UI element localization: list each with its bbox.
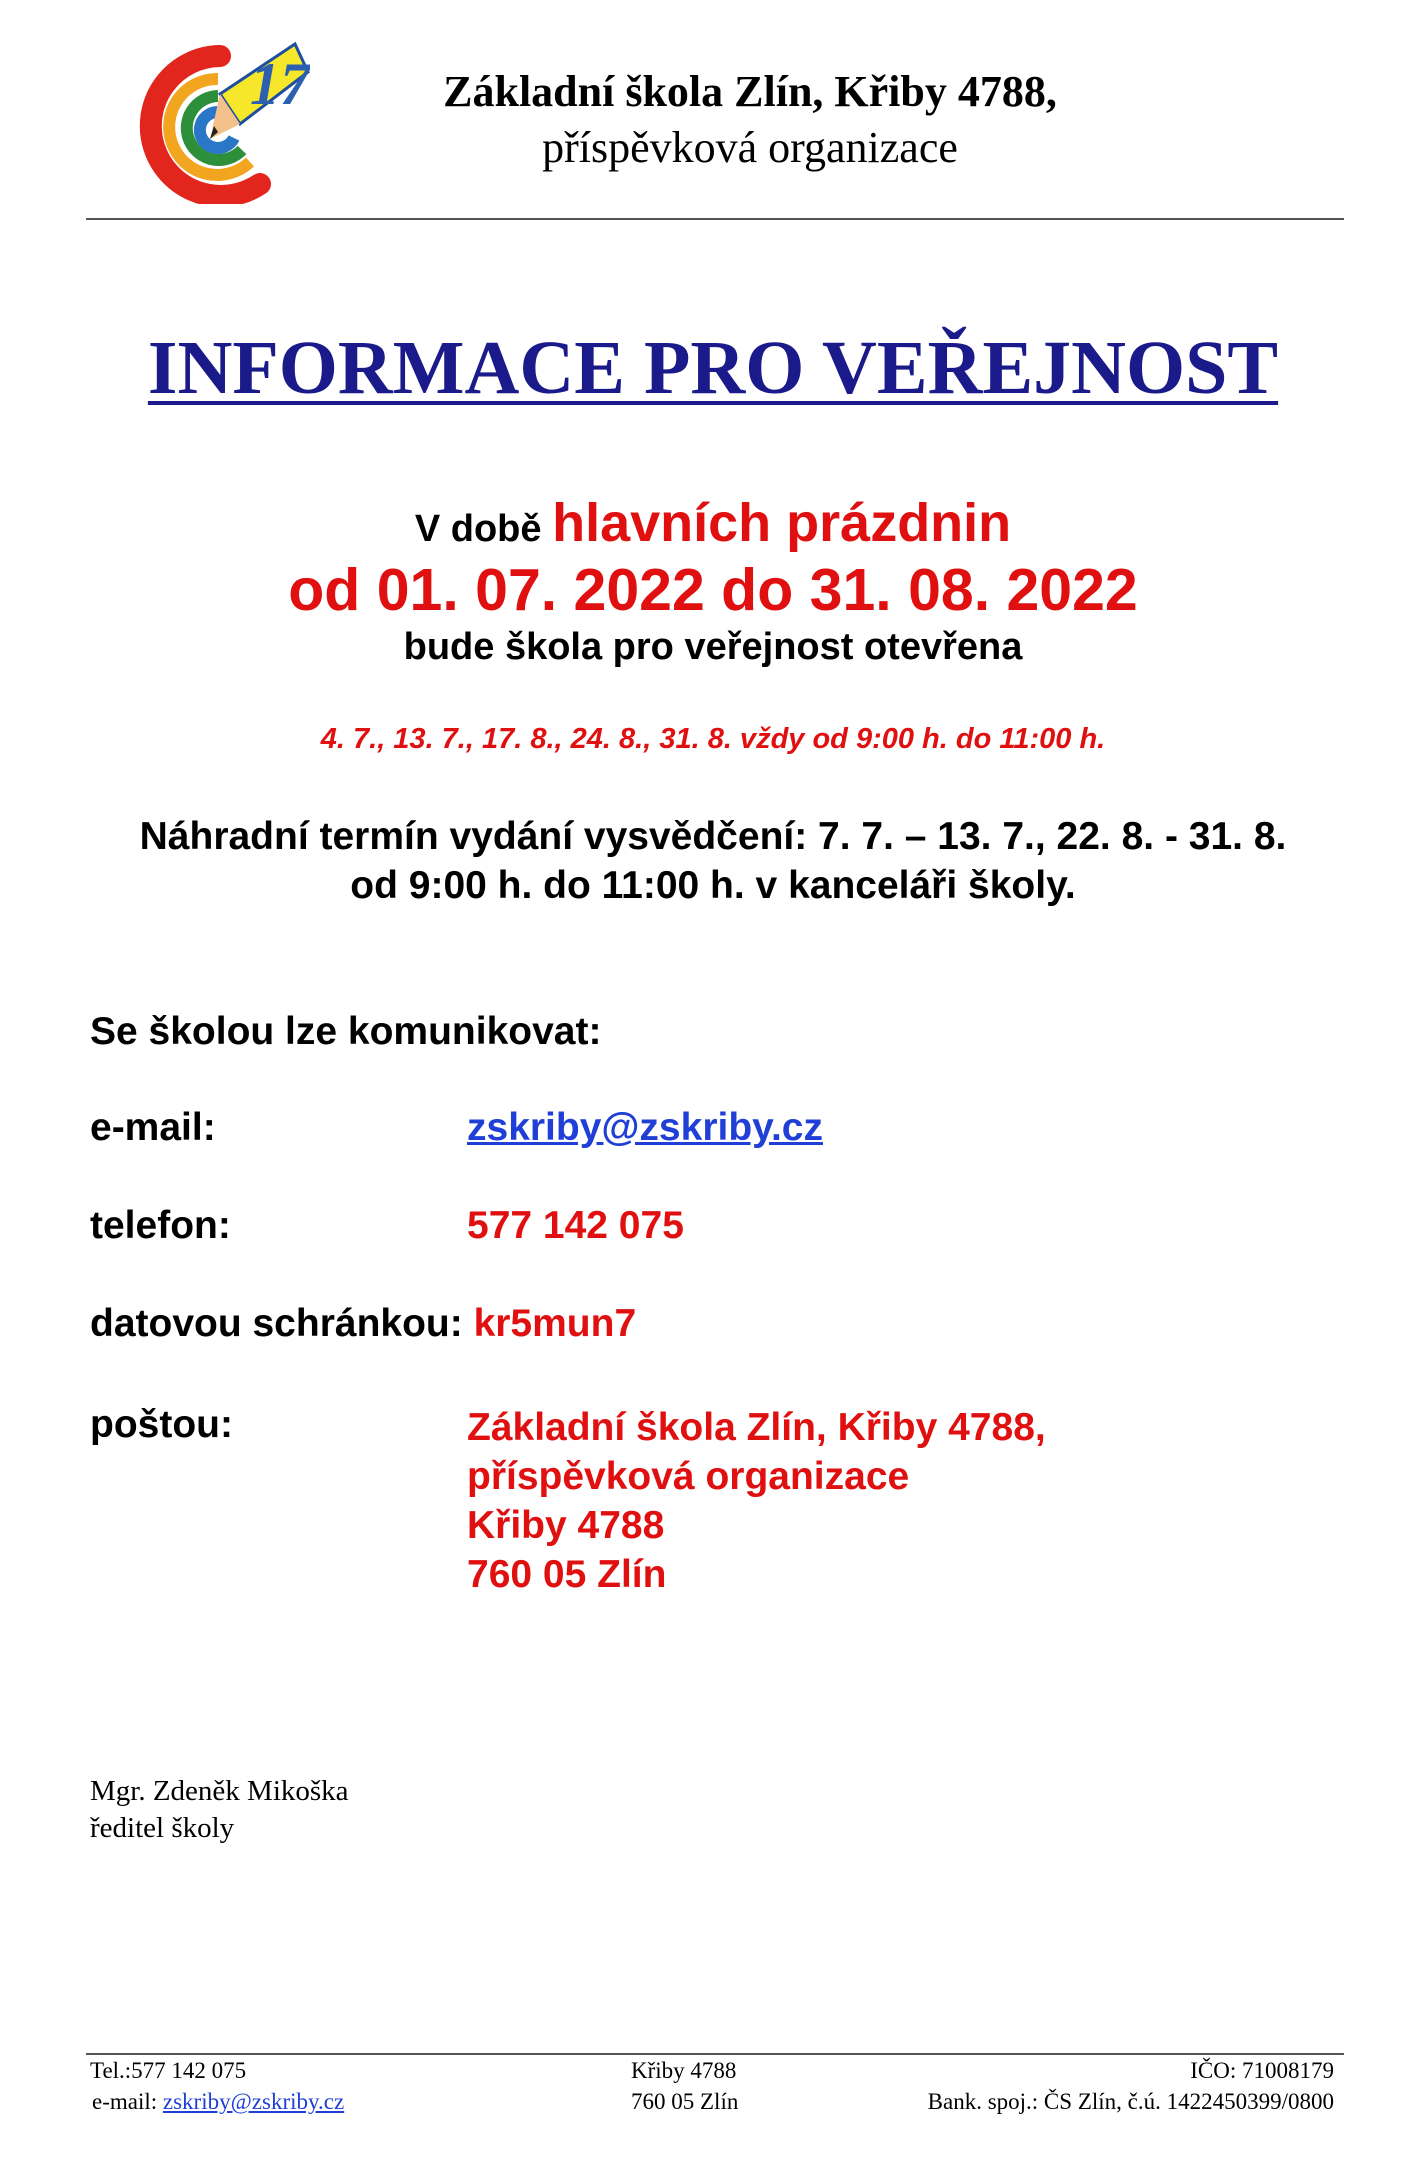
footer-divider (86, 2053, 1344, 2055)
footer-city: 760 05 Zlín (631, 2089, 739, 2114)
footer-email (92, 2089, 344, 2115)
director-title: ředitel školy (90, 1812, 235, 1844)
footer-email-label: e-mail: (92, 2089, 158, 2114)
report-card-substitute-dates: Náhradní termín vydání vysvědčení: 7. 7. – 13. 7., 22. 8. - 31. 8. (139, 815, 1287, 858)
school-open-text: bude škola pro veřejnost otevřena (403, 626, 1023, 668)
footer-street: Křiby 4788 (631, 2058, 737, 2083)
email-label: e-mail: (90, 1106, 216, 1149)
phone-value: 577 142 075 (467, 1204, 684, 1247)
email-link[interactable]: zskriby@zskriby.cz (467, 1106, 823, 1149)
holiday-date-range: od 01. 07. 2022 do 31. 08. 2022 (288, 557, 1138, 623)
school-logo (110, 34, 310, 204)
director-name: Mgr. Zdeněk Mikoška (90, 1775, 349, 1807)
school-name: Základní škola Zlín, Křiby 4788, (443, 67, 1057, 116)
school-17-pencil-logo-icon (110, 34, 310, 204)
postal-address-line: Základní škola Zlín, Křiby 4788, (467, 1406, 1046, 1449)
holiday-intro (0, 492, 1426, 554)
page-title (0, 325, 1426, 412)
postal-address (467, 1403, 1046, 1599)
contact-heading: Se školou lze komunikovat: (90, 1010, 602, 1053)
holiday-intro-highlight: hlavních prázdnin (552, 493, 1012, 553)
header-divider (86, 218, 1344, 220)
post-label: poštou: (90, 1403, 233, 1446)
postal-address-line: příspěvková organizace (467, 1455, 910, 1498)
footer-ico: IČO: 71008179 (1190, 2058, 1334, 2083)
postal-address-line: 760 05 Zlín (467, 1553, 667, 1596)
databox-label: datovou schránkou: (90, 1302, 463, 1345)
footer-bank: Bank. spoj.: ČS Zlín, č.ú. 1422450399/0800 (927, 2089, 1334, 2114)
svg-text:17: 17 (250, 51, 310, 117)
databox-line (90, 1302, 636, 1346)
holiday-intro-prefix: V době (414, 508, 542, 550)
databox-value: kr5mun7 (473, 1302, 637, 1345)
footer-phone: Tel.:577 142 075 (90, 2058, 247, 2083)
report-card-substitute-hours: od 9:00 h. do 11:00 h. v kanceláři školy. (350, 864, 1076, 907)
school-type: příspěvková organizace (542, 123, 958, 172)
phone-label: telefon: (90, 1204, 231, 1247)
page-title-text: INFORMACE PRO VEŘEJNOST (147, 326, 1279, 410)
footer-email-link[interactable]: zskriby@zskriby.cz (162, 2089, 345, 2114)
postal-address-line: Křiby 4788 (467, 1504, 665, 1547)
open-dates: 4. 7., 13. 7., 17. 8., 24. 8., 31. 8. vždy od 9:00 h. do 11:00 h. (320, 723, 1106, 755)
